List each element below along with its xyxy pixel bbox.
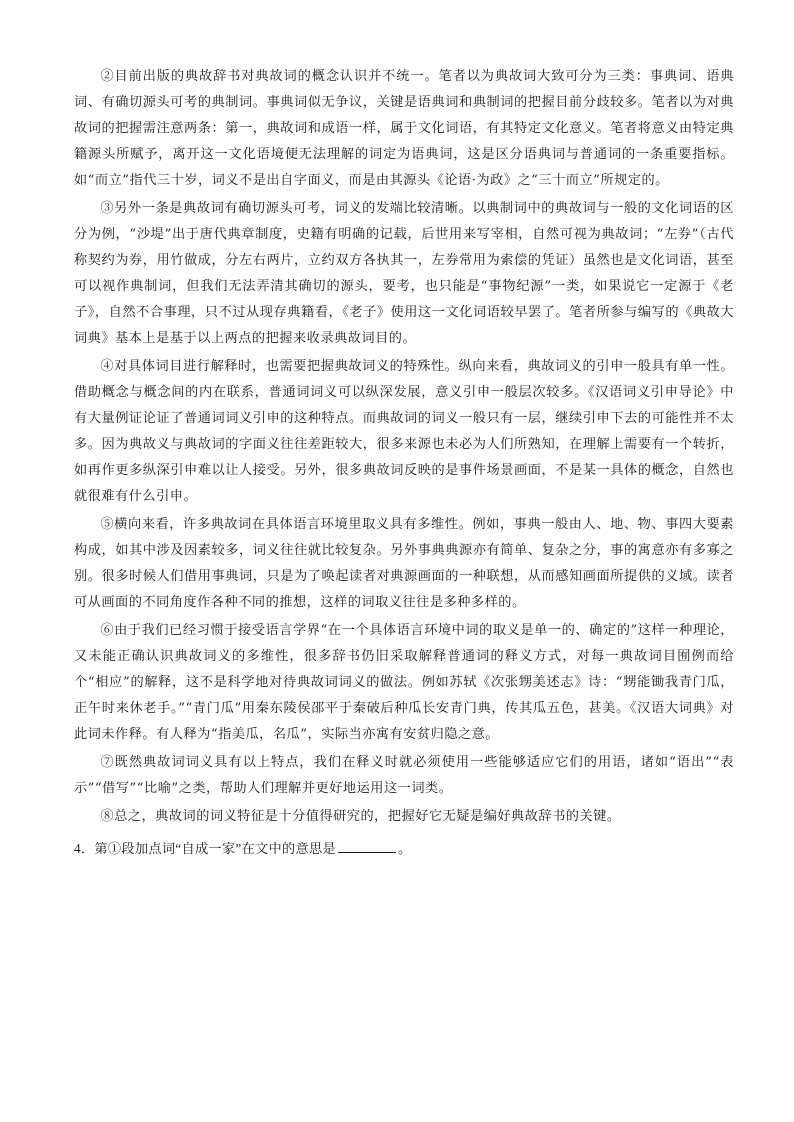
document-page bbox=[74, 64, 734, 862]
question-4 bbox=[74, 836, 734, 862]
question-4-text: 4．第①段加点词“自成一家”在文中的意思是 bbox=[74, 841, 336, 856]
answer-blank[interactable] bbox=[338, 838, 396, 853]
paragraph-6: ⑥由于我们已经习惯于接受语言学界“在一个具体语言环境中词的取义是单一的、确定的”这样一种理论，又未能正确认识典故词义的多维性，很多辞书仍旧采取解释普通词的释义方式，对每一典故词目囿例而给个“相应”的解释，这不是科学地对待典故词词义的做法。例如苏轼《次张甥美述志》诗：“甥能锄我青门瓜，正午时来休老手。”“青门瓜”用秦东陵侯邵平于秦破后种瓜长安青门典，传其瓜五色，甚美。《汉语大词典》对此词未作释。有人释为“指美瓜，名瓜”，实际当亦寓有安贫归隐之意。 bbox=[74, 623, 734, 742]
question-4-end: 。 bbox=[397, 841, 412, 856]
paragraph-5: ⑤横向来看，许多典故词在具体语言环境里取义具有多维性。例如，事典一般由人、地、物、事四大要素构成，如其中涉及因素较多，词义往往就比较复杂。另外事典典源亦有简单、复杂之分，事的寓意亦有多寡之别。很多时候人们借用事典词，只是为了唤起读者对典源画面的一种联想，从而感知画面所提供的义域。读者可从画面的不同角度作各种不同的推想，这样的词取义往往是多种多样的。 bbox=[74, 517, 734, 610]
paragraph-7: ⑦既然典故词词义具有以上特点，我们在释义时就必须使用一些能够适应它们的用语，诸如“语出”“表示”“借写”“比喻”之类，帮助人们理解并更好地运用这一词类。 bbox=[74, 755, 734, 796]
paragraph-4: ④对具体词目进行解释时，也需要把握典故词义的特殊性。纵向来看，典故词义的引申一般具有单一性。借助概念与概念间的内在联系，普通词词义可以纵深发展，意义引申一般层次较多。《汉语词义引申导论》中有大量例证论证了普通词词义引申的这种特点。而典故词的词义一般只有一层，继续引申下去的可能性并不太多。因为典故义与典故词的字面义往往差距较大，很多来源也未必为人们所熟知，在理解上需要有一个转折，如再作更多纵深引申难以让人接受。另外，很多典故词反映的是事件场景画面，不是某一具体的概念，自然也就很难有什么引申。 bbox=[74, 359, 734, 504]
paragraph-2: ②目前出版的典故辞书对典故词的概念认识并不统一。笔者以为典故词大致可分为三类：事典词、语典词、有确切源头可考的典制词。事典词似无争议，关键是语典词和典制词的把握目前分歧较多。笔者以为对典故词的把握需注意两条：第一，典故词和成语一样，属于文化词语，有其特定文化意义。笔者将意义由特定典籍源头所赋予，离开这一文化语境便无法理解的词定为语典词，这是区分语典词与普通词的一条重要指标。如“而立”指代三十岁，词义不是出自字面义，而是由其源头《论语·为政》之“三十而立”所规定的。 bbox=[74, 69, 734, 188]
paragraph-3: ③另外一条是典故词有确切源头可考，词义的发端比较清晰。以典制词中的典故词与一般的文化词语的区分为例，“沙堤”出于唐代典章制度，史籍有明确的记载，后世用来写宰相，自然可视为典故词；“左券”（古代称契约为券，用竹做成，分左右两片，立约双方各执其一，左券常用为索偿的凭证）虽然也是文化词语，甚至可以视作典制词，但我们无法弄清其确切的源头，要考，也只能是“事物纪源”一类，如果说它一定源于《老子》，自然不合事理，只不过从现存典籍看，《老子》使用这一文化词语较早罢了。笔者所参与编写的《典故大词典》基本上是基于以上两点的把握来收录典故词目的。 bbox=[74, 201, 734, 346]
paragraph-8: ⑧总之，典故词的词义特征是十分值得研究的，把握好它无疑是编好典故辞书的关键。 bbox=[100, 809, 621, 824]
